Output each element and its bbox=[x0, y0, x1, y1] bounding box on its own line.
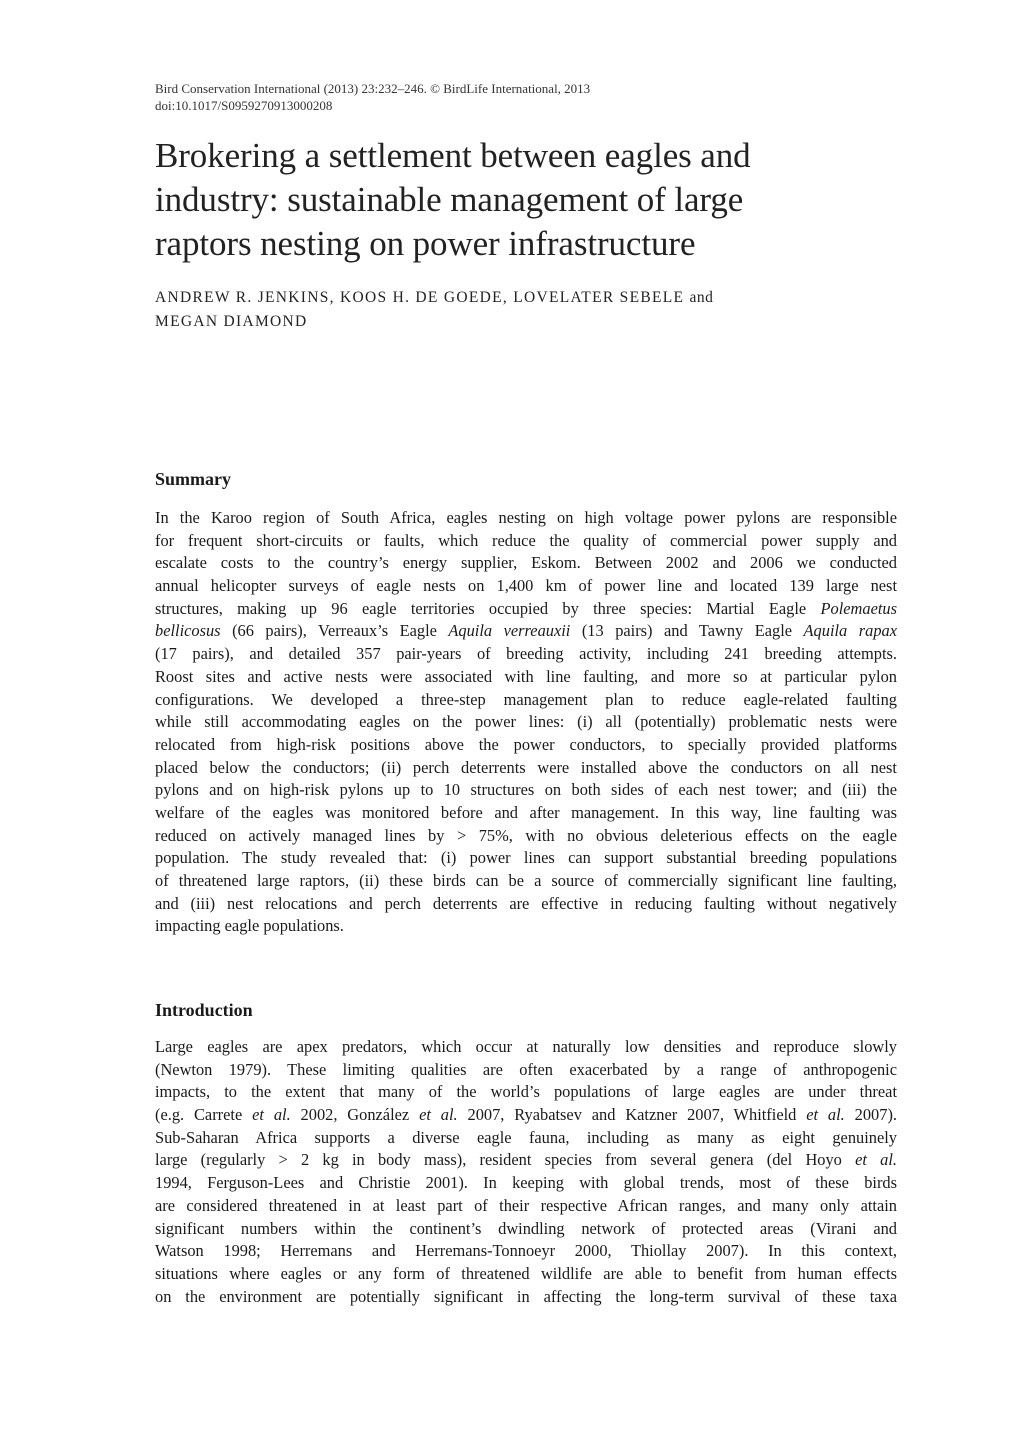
species-name: Polemaetus bbox=[820, 598, 897, 618]
text-line: (Newton 1979). These limiting qualities are often exacerbated by a range of anthropogenic bbox=[155, 1059, 897, 1079]
title-line: industry: sustainable management of large bbox=[155, 180, 744, 219]
journal-doi: doi:10.1017/S0959270913000208 bbox=[155, 98, 333, 113]
text-line: Watson 1998; Herremans and Herremans-Tonnoeyr 2000, Thiollay 2007). In this context, bbox=[155, 1241, 897, 1261]
text-line: reduced on actively managed lines by > 75%, with no obvious deleterious effects on the eagle bbox=[155, 825, 897, 845]
introduction-paragraph bbox=[155, 1036, 897, 1308]
species-name: bellicosus bbox=[155, 621, 221, 641]
species-name: Aquila verreauxii bbox=[448, 621, 571, 641]
citation-etal: et al. bbox=[855, 1150, 898, 1170]
citation-etal: et al. bbox=[806, 1105, 845, 1125]
text-line: relocated from high-risk positions above the power conductors, to specially provided platforms bbox=[155, 734, 897, 754]
text-line: Sub-Saharan Africa supports a diverse eagle fauna, including as many as eight genuinely bbox=[155, 1127, 897, 1147]
text-line: annual helicopter surveys of eagle nests on 1,400 km of power line and located 139 large nest bbox=[155, 576, 897, 596]
text-segment: 2002, González bbox=[290, 1105, 420, 1125]
text-line: configurations. We developed a three-step management plan to reduce eagle-related faulting bbox=[155, 689, 897, 709]
text-line: Roost sites and active nests were associated with line faulting, and more so at particular pylon bbox=[155, 666, 897, 686]
text-line: while still accommodating eagles on the power lines: (i) all (potentially) problematic nests were bbox=[155, 712, 897, 732]
text-line bbox=[155, 620, 897, 643]
title-line: Brokering a settlement between eagles and bbox=[155, 136, 751, 175]
authors-and: and bbox=[689, 289, 714, 306]
text-segment: (e.g. Carrete bbox=[155, 1105, 253, 1125]
text-segment: (66 pairs), Verreaux’s Eagle bbox=[232, 621, 437, 641]
species-name: Aquila rapax bbox=[803, 621, 897, 641]
title-line: raptors nesting on power infrastructure bbox=[155, 224, 696, 263]
text-segment: 2007, Ryabatsev and Katzner 2007, Whitfield bbox=[457, 1105, 807, 1125]
journal-header bbox=[155, 80, 590, 114]
text-line: pylons and on high-risk pylons up to 10 structures on both sides of each nest tower; and (iii) the bbox=[155, 780, 897, 800]
text-line: significant numbers within the continent’s dwindling network of protected areas (Virani and bbox=[155, 1218, 897, 1238]
author-line-1 bbox=[155, 286, 713, 310]
summary-paragraph bbox=[155, 507, 897, 938]
text-line: (17 pairs), and detailed 357 pair-years of breeding activity, including 241 breeding attempts. bbox=[155, 644, 897, 664]
text-line bbox=[155, 1104, 897, 1127]
text-line: impacting eagle populations. bbox=[155, 916, 344, 936]
text-line: Large eagles are apex predators, which occur at naturally low densities and reproduce slowly bbox=[155, 1037, 897, 1056]
journal-citation: Bird Conservation International (2013) 23:232–246. © BirdLife International, 2013 bbox=[155, 81, 591, 96]
summary-heading: Summary bbox=[155, 469, 231, 489]
text-line: escalate costs to the country’s energy supplier, Eskom. Between 2002 and 2006 we conducted bbox=[155, 553, 897, 573]
text-line bbox=[155, 1149, 897, 1172]
text-line: are considered threatened in at least part of their respective African ranges, and many only attain bbox=[155, 1195, 897, 1215]
text-line: for frequent short-circuits or faults, which reduce the quality of commercial power supply and bbox=[155, 530, 897, 550]
text-line: placed below the conductors; (ii) perch deterrents were installed above the conductors on all nest bbox=[155, 757, 897, 777]
text-segment: structures, making up 96 eagle territories occupied by three species: Martial Eagle bbox=[155, 598, 807, 618]
article-title bbox=[155, 134, 897, 266]
text-segment: 2007). bbox=[844, 1105, 897, 1125]
author-line-2: MEGAN DIAMOND bbox=[155, 313, 308, 330]
text-line: population. The study revealed that: (i) power lines can support substantial breeding populations bbox=[155, 848, 897, 868]
introduction-heading: Introduction bbox=[155, 1000, 253, 1020]
text-segment: (13 pairs) and Tawny Eagle bbox=[570, 621, 804, 641]
authors-names-1: ANDREW R. JENKINS, KOOS H. DE GOEDE, LOVELATER SEBELE bbox=[155, 289, 685, 306]
author-list bbox=[155, 286, 713, 334]
citation-etal: et al. bbox=[252, 1105, 291, 1125]
text-line: and (iii) nest relocations and perch deterrents are effective in reducing faulting without negatively bbox=[155, 893, 897, 913]
text-line: 1994, Ferguson-Lees and Christie 2001). In keeping with global trends, most of these birds bbox=[155, 1173, 897, 1193]
text-line: welfare of the eagles was monitored before and after management. In this way, line faulting was bbox=[155, 802, 897, 822]
text-line: In the Karoo region of South Africa, eagles nesting on high voltage power pylons are responsible bbox=[155, 508, 897, 527]
text-line: impacts, to the extent that many of the world’s populations of large eagles are under threat bbox=[155, 1082, 897, 1102]
text-segment: large (regularly > 2 kg in body mass), resident species from several genera (del Hoyo bbox=[155, 1150, 856, 1170]
citation-etal: et al. bbox=[419, 1105, 458, 1125]
text-line: of threatened large raptors, (ii) these birds can be a source of commercially significant line faulting, bbox=[155, 871, 897, 890]
text-line: on the environment are potentially significant in affecting the long-term survival of these taxa bbox=[155, 1286, 897, 1306]
text-line bbox=[155, 598, 897, 621]
text-line: situations where eagles or any form of threatened wildlife are able to benefit from human effects bbox=[155, 1263, 897, 1283]
